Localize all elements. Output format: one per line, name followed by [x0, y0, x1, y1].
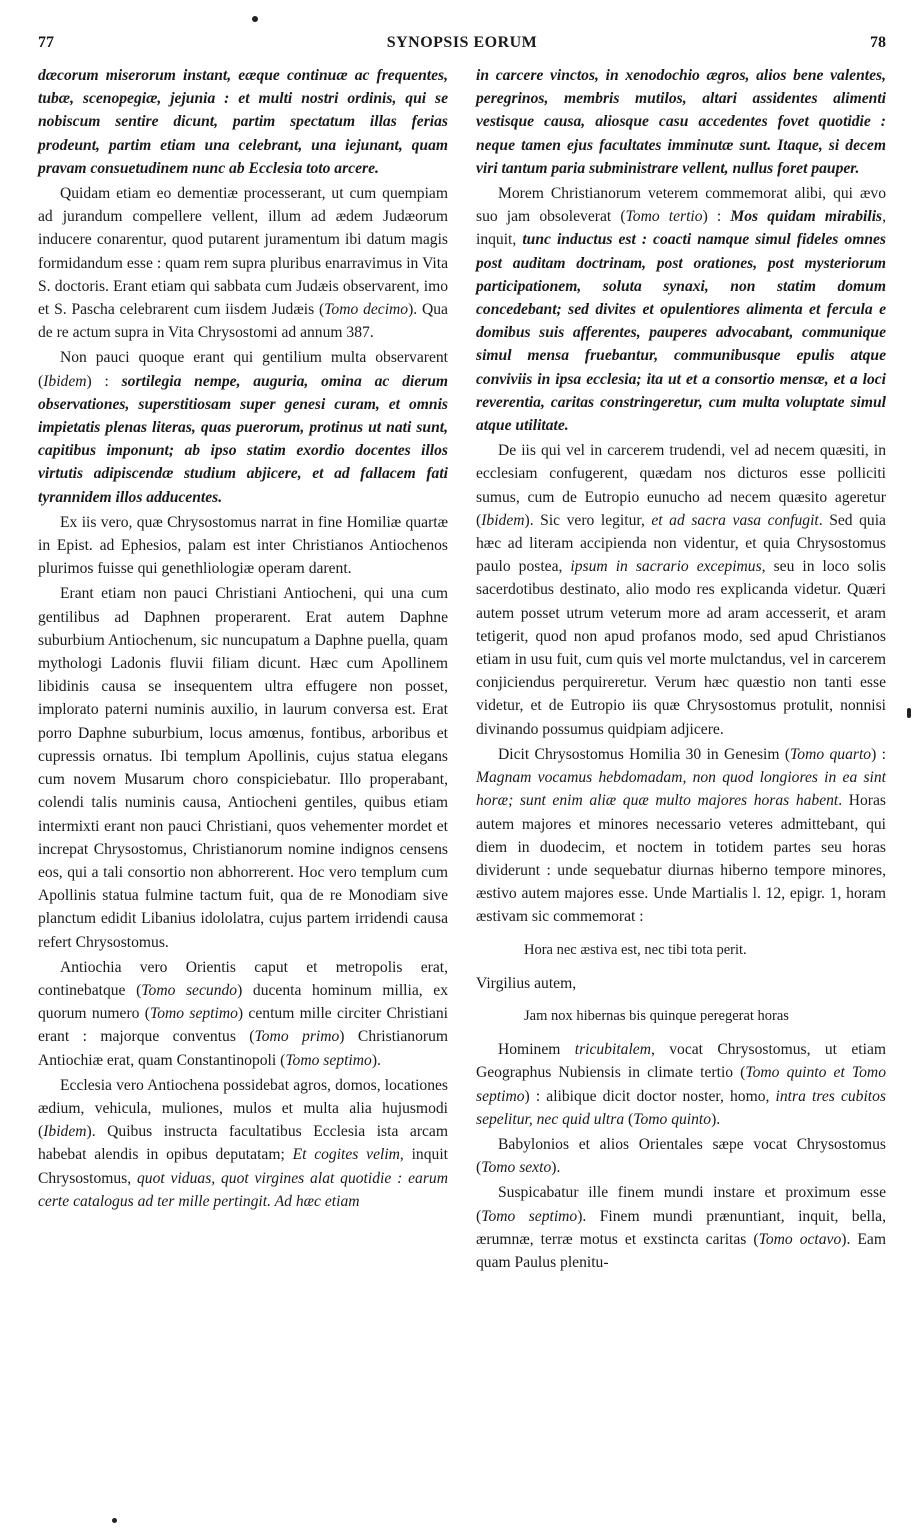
italic-run: Tomo tertio — [625, 208, 703, 226]
right-text-column — [476, 64, 886, 1274]
text-run: Hominem — [498, 1041, 575, 1059]
print-mark-bottom — [112, 1518, 117, 1523]
text-run: ) Christianorum Antiochiæ erat, quam Constantinopoli ( — [38, 1028, 449, 1069]
italic-run: Tomo octavo — [758, 1230, 842, 1248]
text-run: ). Quibus instructa facultatibus Ecclesia ista arcam habebat alendis in opibus deputatam; — [38, 1123, 448, 1164]
paragraph — [476, 1133, 886, 1179]
paragraph — [476, 743, 886, 929]
text-run: ). Qua de re actum supra in Vita Chrysostomi ad annum 387. — [38, 301, 448, 342]
text-run: . Sed quia hæc ad literam accipienda non videntur, et quia Chrysostomus paulo postea, — [476, 511, 886, 576]
text-run: ). — [371, 1051, 381, 1069]
italic-run: et ad sacra vasa confugit — [651, 511, 819, 529]
text-run: , seu in loco solis sacerdotibus destinato, alio modo res explicanda videtur. Quæri autem posset utrum veterum more ad aram accesserit, et aram tetigerit, quod non apud profanos modo, sed apud Christianos etiam in usu fuit, cum quis vel morte mulctandus, vel in carcerem conjiciendus perquireretur. Verum hæc quæstio non tanti esse videtur, et de Eutropio iis quæ Chrysostomus protulit, nonnisi divinando possumus quidpiam adjicere. — [476, 558, 886, 738]
text-run: ). — [711, 1110, 721, 1128]
italic-run: in carcere vinctos, in xenodochio ægros, alios bene valentes, peregrinos, membris mutilos, altari assidentes alimenti vestisque causa, aliosque casu accedentes fovet quotidie : neque tamen ejus facultates imminutæ sunt. Itaque, si decem viri tantum paria subministrare vellent, nullus foret pauper. — [476, 67, 886, 177]
text-run: ) : — [871, 745, 886, 763]
paragraph — [38, 956, 448, 1072]
text-run: , inquit Chrysostomus, — [38, 1146, 448, 1187]
text-run: ) : — [702, 208, 731, 226]
text-run: Babylonios et alios Orientales sæpe vocat Chrysostomus ( — [476, 1135, 886, 1177]
italic-run: Ibidem — [43, 372, 87, 390]
text-run: . Horas autem majores et minores necessario veteres admittebant, qui diem in duodecim, et noctem in totidem partes seu horas dividerunt : unde sequebatur diurnas hiberno tempore minores, æstivo autem majores esse. Unde Martialis l. 12, epigr. 1, horam æstivam sic commemorat : — [476, 792, 886, 926]
left-page-number: 77 — [38, 34, 54, 51]
paragraph — [476, 972, 886, 995]
italic-run: Mos quidam mirabilis — [730, 208, 883, 226]
text-run: ) centum mille circiter Christiani erant : majorque conventus ( — [38, 1005, 448, 1046]
paragraph — [38, 346, 448, 508]
italic-run: Tomo secundo — [141, 981, 238, 999]
italic-run: sortilegia nempe, auguria, omina ac dierum observationes, superstitiosam super genesi curam, et omnis impietatis plenas literas, quas puerorum, protinus ut nati sunt, capitibus imponunt; ab ipso statim exordio docentes illos virtutis adipiscendæ studium abjicere, et ad fallacem fati tyrannidem illos adducentes. — [38, 372, 448, 506]
text-run: Dicit Chrysostomus Homilia 30 in Genesim ( — [498, 745, 791, 763]
text-run: ( — [624, 1110, 634, 1128]
paragraph — [38, 582, 448, 953]
italic-run: ipsum in sacrario excepimus — [570, 558, 762, 576]
text-run: ). Eam quam Paulus plenitu- — [476, 1230, 886, 1271]
text-run: Morem Christianorum veterem commemorat alibi, qui ævo suo jam obsoleverat ( — [476, 185, 886, 226]
italic-run: Tomo septimo — [285, 1051, 372, 1069]
italic-run: intra tres cubitos sepelitur, nec quid ultra — [476, 1087, 886, 1128]
italic-run: Tomo quinto — [633, 1110, 712, 1128]
verse-quotation — [476, 939, 886, 962]
italic-run: Tomo quarto — [790, 745, 872, 763]
paragraph — [476, 182, 886, 437]
italic-run: Tomo septimo — [149, 1005, 238, 1023]
page-header — [38, 34, 886, 56]
text-run: ) : alibique dicit doctor noster, homo, — [524, 1087, 776, 1105]
text-run: Erant etiam non pauci Christiani Antiocheni, qui una cum gentilibus ad Daphnen properarent. Erat autem Daphne suburbium Antiochenum, sic nuncupatum a Daphne puella, quam mythologi Ladonis fluvii filiam dicunt. Hæc cum Apollinem libidinis causa se insequentem ultra effugere non posset, implorato paterni numinis auxilio, in laurum conversa est. Erat porro Daphne suburbium, locus amœnus, fontibus, arboribus et cupressis ornatus. Ibi templum Apollinis, cujus statua elegans cum novem Musarum choro conspiciebatur. Illo properabant, colendi talis numinis causa, Antiocheni gentiles, quibus etiam intermixti erant non pauci Christiani, quos vehementer mordet et increpat Chrysostomus, Christianorum nomine indignos censens eos, qui a tali consortio non abhorrerent. Hoc vero templum cum Apollinis statua fulmine tactum fuit, qua de re Monodiam sive planctum edidit Libanius idololatra, cujus partem irridendi causa refert Chrysostomus. — [38, 585, 448, 951]
text-run: Ex iis vero, quæ Chrysostomus narrat in fine Homiliæ quartæ in Epist. ad Ephesios, palam est inter Christianos Antiochenos plurimos fuisse qui genethliologiæ operam darent. — [38, 513, 448, 578]
italic-run: Magnam vocamus hebdomadam, non quod longiores in ea sint horæ; sunt enim aliæ quæ multo majores horas habent — [476, 769, 886, 810]
text-run: Non pauci quoque erant qui gentilium multa observarent ( — [38, 349, 448, 390]
text-run: , vocat Chrysostomus, ut etiam Geographus Nubiensis in climate tertio ( — [476, 1041, 886, 1082]
paragraph — [476, 439, 886, 741]
verse-quotation — [476, 1005, 886, 1028]
text-run: Virgilius autem, — [476, 974, 577, 992]
paragraph — [38, 511, 448, 581]
paragraph — [38, 64, 448, 180]
running-title: SYNOPSIS EORUM — [386, 34, 538, 51]
right-page-number: 78 — [870, 34, 886, 51]
italic-run: quot viduas, quot virgines alat quotidie : earum certe catalogus ad ter mille pertingit. Ad hæc etiam — [38, 1169, 448, 1210]
text-run: ) : — [86, 372, 122, 390]
text-run: Hora nec æstiva est, nec tibi tota perit. — [524, 941, 747, 958]
italic-run: Tomo decimo — [324, 301, 409, 319]
italic-run: Tomo quinto et Tomo septimo — [476, 1064, 886, 1105]
print-mark-top — [252, 16, 258, 22]
italic-run: Ibidem — [481, 511, 525, 529]
italic-run: Ibidem — [43, 1123, 87, 1141]
text-run: Quidam etiam eo dementiæ processerant, ut cum quempiam ad jurandum compellere vellent, illum ad ædem Judæorum inducere conarentur, quod putarent juramentum ibi datum magis formidandum esse : quam rem supra pluribus enarravimus in Vita S. doctoris. Erant etiam qui sabbata cum Judæis observarent, imo et S. Pascha celebrarent cum iisdem Judæis ( — [38, 185, 448, 319]
paragraph — [476, 1038, 886, 1131]
paragraph — [476, 1181, 886, 1274]
italic-run: Tomo primo — [254, 1028, 340, 1046]
paragraph — [476, 64, 886, 180]
italic-run: Et cogites velim — [292, 1146, 400, 1164]
italic-run: tunc inductus est : coacti namque simul fideles omnes post auditam doctrinam, post orationes, post mysteriorum participationem, soluta synaxi, non statim domum concedebant; sed divites et opulentiores alimenta et fercula e domibus suis afferentes, pauperes advocabant, communique simul mensa fruebantur, communibusque epulis atque conviviis in ipsa ecclesia; ita ut et a consortio mensæ, et a loci reverentia, caritas constringeretur, cum multa voluptate simul atque utilitate. — [476, 231, 886, 435]
paragraph — [38, 1074, 448, 1213]
left-text-column — [38, 64, 448, 1213]
text-run: Suspicabatur ille finem mundi instare et proximum esse ( — [476, 1184, 886, 1225]
text-run: De iis qui vel in carcerem trudendi, vel ad necem quæsiti, in ecclesiam confugerent, quædam nos dicturos esse polliciti sumus, cum de Eutropio eunucho ad necem quæsito ageretur ( — [476, 442, 886, 529]
print-mark-margin — [907, 708, 911, 718]
italic-run: dæcorum miserorum instant, eæque continuæ ac frequentes, tubæ, scenopegiæ, jejunia : et multi nostri ordinis, qui se nobiscum sentire dicunt, partim spectatum illas ferias prodeunt, partim etiam una celebrant, una iejunant, quam pravam consuetudinem nunc ab Ecclesia toto arcere. — [38, 67, 448, 177]
text-run: , inquit, — [476, 208, 887, 249]
text-run: Antiochia vero Orientis caput et metropolis erat, continebatque ( — [38, 958, 448, 999]
text-run: Jam nox hibernas bis quinque peregerat horas — [524, 1007, 789, 1024]
italic-run: tricubitalem — [574, 1041, 651, 1059]
italic-run: Tomo sexto — [481, 1159, 552, 1177]
text-run: ) ducenta hominum millia, ex quorum numero ( — [38, 981, 448, 1023]
paragraph — [38, 182, 448, 344]
text-run: ). — [551, 1159, 561, 1177]
text-run: Ecclesia vero Antiochena possidebat agros, domos, locationes ædium, vehicula, muliones, mulos et multa alia hujusmodi ( — [38, 1076, 448, 1141]
italic-run: Tomo septimo — [481, 1207, 578, 1225]
text-run: ). Sic vero legitur, — [524, 511, 652, 529]
text-run: ). Finem mundi prænuntiant, inquit, bella, ærumnæ, terræ motus et exstincta caritas ( — [476, 1207, 886, 1248]
